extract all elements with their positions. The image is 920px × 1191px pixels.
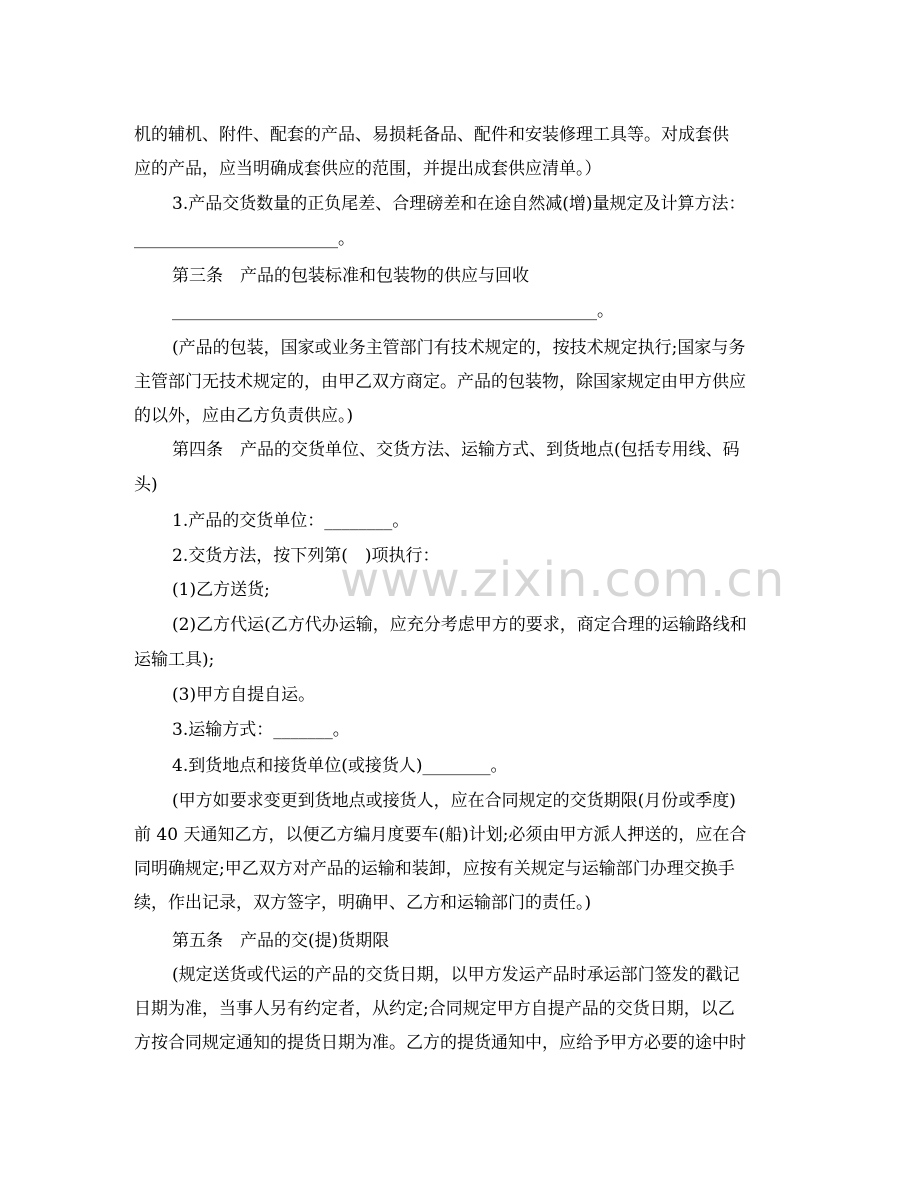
paragraph-line: 同明确规定;甲乙双方对产品的运输和装卸，应按有关规定与运输部门办理交换手 (134, 859, 735, 879)
paragraph-line: 2.交货方法，按下列第( )项执行： (172, 546, 440, 566)
paragraph-line: 应的产品，应当明确成套供应的范围，并提出成套供应清单。） (134, 159, 602, 179)
paragraph-line: 日期为准，当事人另有约定者，从约定;合同规定甲方自提产品的交货日期，以乙 (134, 999, 735, 1019)
blank-fill-line: ________________________。 (134, 229, 355, 249)
paragraph-line: (甲方如要求变更到货地点或接货人，应在合同规定的交货期限(月份或季度) (172, 791, 736, 811)
paragraph-line: (1)乙方送货; (172, 580, 270, 600)
article-heading: 第五条 产品的交(提)货期限 (172, 931, 390, 951)
blank-fill-line: __________________________________________________。 (172, 301, 614, 321)
paragraph-line: 4.到货地点和接货单位(或接货人)________。 (172, 756, 508, 776)
article-heading: 第三条 产品的包装标准和包装物的供应与回收 (172, 266, 529, 286)
paragraph-line: 前 40 天通知乙方，以便乙方编月度要车(船)计划;必须由甲方派人押送的，应在合 (134, 825, 747, 845)
paragraph-line: 3.运输方式：_______。 (172, 720, 350, 740)
paragraph-line: 运输工具); (134, 650, 215, 670)
paragraph-line: 机的辅机、附件、配套的产品、易损耗备品、配件和安装修理工具等。对成套供 (134, 125, 729, 145)
paragraph-line: 主管部门无技术规定的，由甲乙双方商定。产品的包装物，除国家规定由甲方供应 (134, 372, 746, 392)
paragraph-line: (2)乙方代运(乙方代办运输，应充分考虑甲方的要求，商定合理的运输路线和 (172, 615, 747, 635)
paragraph-line: (产品的包装，国家或业务主管部门有技术规定的，按技术规定执行;国家与务 (172, 338, 746, 358)
watermark: www.zixin.com.cn (340, 552, 786, 608)
paragraph-line: 1.产品的交货单位：________。 (172, 511, 410, 531)
paragraph-line: 的以外，应由乙方负责供应。) (134, 406, 354, 426)
paragraph-line: (3)甲方自提自运。 (172, 685, 316, 705)
paragraph-line: (规定送货或代运的产品的交货日期，以甲方发运产品时承运部门签发的戳记 (172, 965, 740, 985)
article-heading: 第四条 产品的交货单位、交货方法、运输方式、到货地点(包括专用线、码 (172, 440, 740, 460)
paragraph-line: 续，作出记录，双方签字，明确甲、乙方和运输部门的责任。) (134, 893, 592, 913)
paragraph-line: 头) (134, 475, 158, 495)
paragraph-line: 方按合同规定通知的提货日期为准。乙方的提货通知中，应给予甲方必要的途中时 (134, 1033, 746, 1053)
paragraph-line: 3.产品交货数量的正负尾差、合理磅差和在途自然减(增)量规定及计算方法： (172, 194, 746, 214)
